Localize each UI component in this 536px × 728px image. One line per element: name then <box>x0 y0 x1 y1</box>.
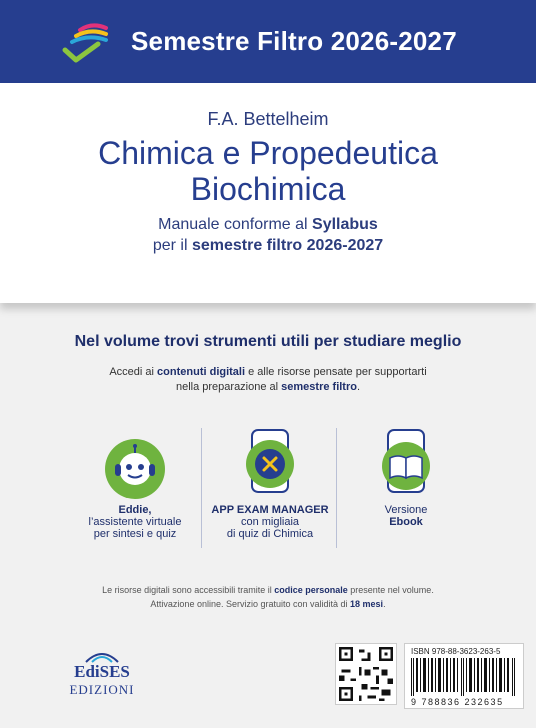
access-note-line-1 <box>0 585 536 595</box>
feature-ebook <box>346 504 466 528</box>
subtitle-line-1 <box>0 216 536 234</box>
intro-text: Accedi ai <box>109 366 158 378</box>
intro-text: nella preparazione al <box>175 381 282 393</box>
access-note-line-2 <box>0 599 536 609</box>
subtitle-emphasis: Syllabus <box>312 216 378 233</box>
feature-desc: con migliaia <box>240 516 300 528</box>
note-emphasis: codice personale <box>274 585 348 595</box>
intro-emphasis: semestre filtro <box>281 381 357 393</box>
feature-eddie <box>60 504 210 540</box>
series-title: Semestre Filtro 2026-2027 <box>131 26 457 56</box>
feature-title: APP EXAM MANAGER <box>211 504 329 516</box>
feature-title: Versione <box>384 504 428 516</box>
publisher-logo <box>62 650 142 698</box>
series-logo-icon <box>62 20 110 66</box>
tools-intro-line-1 <box>0 366 536 378</box>
title-panel <box>0 83 536 303</box>
feature-desc: per sintesi e quiz <box>93 528 177 540</box>
note-text: Attivazione online. Servizio gratuito con validità di <box>150 599 351 609</box>
divider <box>336 428 337 548</box>
ebook-icon <box>376 428 436 498</box>
publisher-mark-icon <box>82 650 122 664</box>
publisher-name: EdiSES <box>74 662 130 681</box>
intro-text: . <box>356 381 361 393</box>
book-title-line-2: Biochimica <box>190 171 346 207</box>
intro-text: e alle risorse pensate per supportarti <box>245 366 427 378</box>
eddie-assistant-icon <box>104 438 166 500</box>
subtitle-line-2 <box>0 237 536 255</box>
subtitle-emphasis: semestre filtro 2026-2027 <box>191 237 384 254</box>
note-text: Le risorse digitali sono accessibili tramite il <box>102 585 275 595</box>
book-title-line-1: Chimica e Propedeutica <box>98 135 438 171</box>
note-text: . <box>383 599 386 609</box>
barcode-bars-icon <box>411 658 517 696</box>
barcode <box>404 643 524 709</box>
qr-code-icon <box>335 643 397 705</box>
feature-title: Eddie, <box>118 504 152 516</box>
author: F.A. Bettelheim <box>207 109 329 129</box>
intro-emphasis: contenuti digitali <box>157 366 246 378</box>
header-band <box>0 0 536 83</box>
feature-exam-manager <box>190 504 350 540</box>
feature-desc: di quiz di Chimica <box>226 528 314 540</box>
ean-digits: 9 788836 232635 <box>411 697 504 707</box>
tools-heading: Nel volume trovi strumenti utili per studiare meglio <box>74 333 462 350</box>
subtitle-text: Manuale conforme al <box>158 216 313 233</box>
note-emphasis: 18 mesi <box>350 599 384 609</box>
isbn-label: ISBN 978-88-3623-263-5 <box>411 647 501 656</box>
feature-desc: Ebook <box>389 516 423 528</box>
exam-app-icon <box>238 428 302 498</box>
subtitle-text: per il <box>152 237 192 254</box>
note-text: presente nel volume. <box>347 585 434 595</box>
feature-desc: l’assistente virtuale <box>88 516 182 528</box>
tools-intro-line-2 <box>0 381 536 393</box>
publisher-subtitle: EDIZIONI <box>69 682 135 697</box>
